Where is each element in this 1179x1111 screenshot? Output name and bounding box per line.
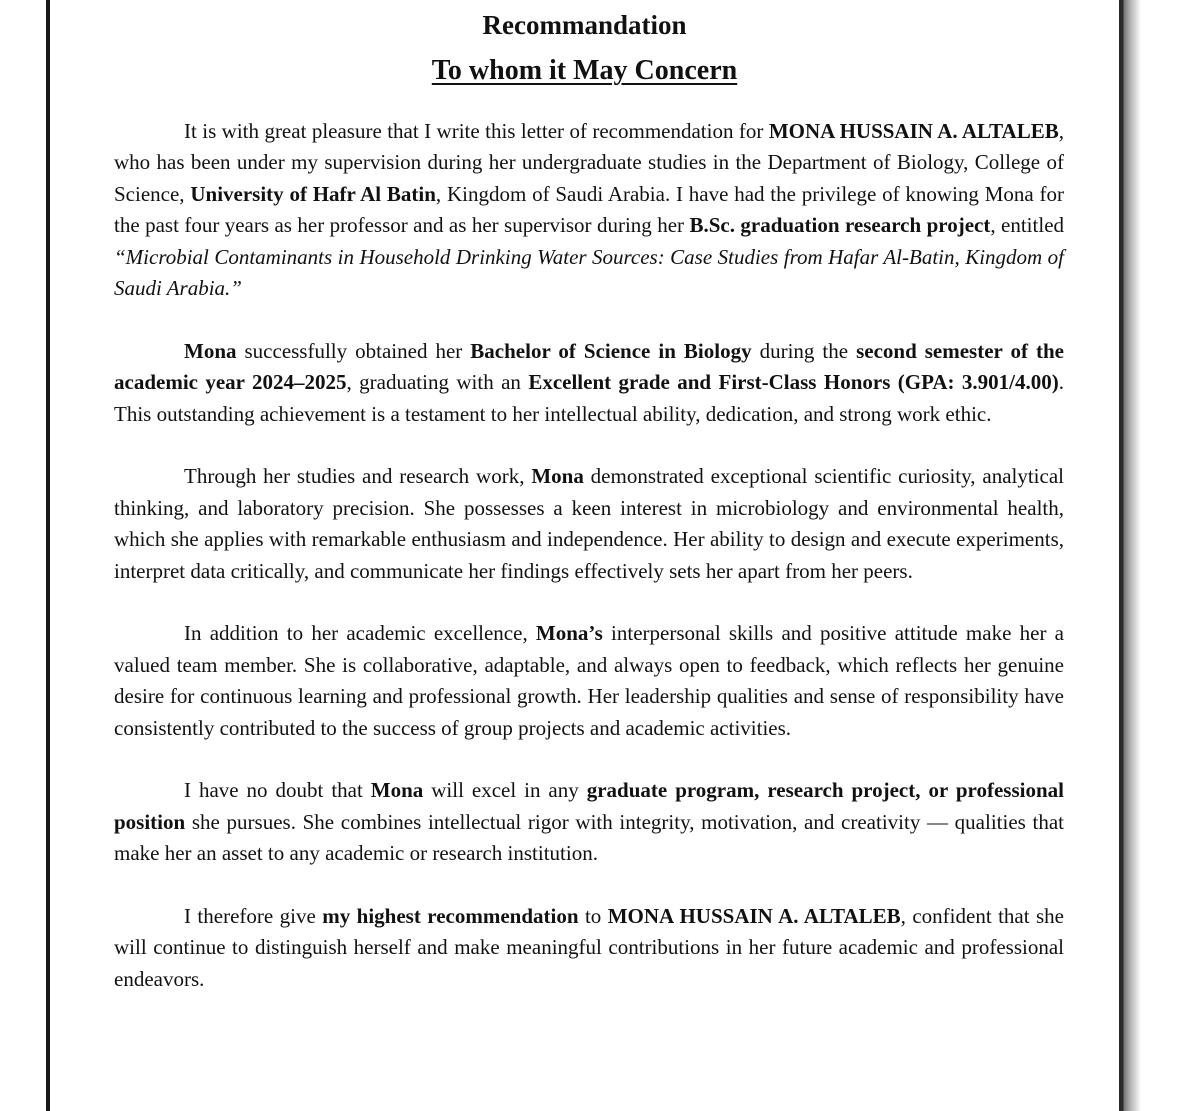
text-run: , graduating with an (346, 370, 529, 395)
text-run: , Kingdom of Saudi Arabia. I have had the privilege of knowing Mona for the past four years as her professor and as her supervisor during her (114, 181, 1064, 238)
salutation-text: To whom it May Concern (431, 55, 738, 86)
letter-page (50, 0, 1119, 1111)
text-run: Through her studies and research work, (184, 464, 532, 489)
text-run: during the (751, 338, 857, 363)
text-run: to (578, 904, 608, 929)
student-first-name: Mona (184, 338, 237, 363)
text-run: demonstrated exceptional scientific curiosity, analytical thinking, and laboratory precision. She possesses a keen interest in microbiology and environmental health, which she applies with remarkable enthusiasm and independence. Her ability to design and execute experiments, interpret data critically, and communicate her findings effectively sets her apart from her peers. (114, 464, 1064, 583)
project-title: “Microbial Contaminants in Household Drinking Water Sources: Case Studies from Hafar Al-Batin, Kingdom of Saudi Arabia.” (114, 244, 1064, 301)
future-paths: graduate program, research project, or professional position (114, 778, 1064, 834)
paragraph-closing (114, 901, 1064, 995)
paragraph-degree (114, 336, 1064, 430)
text-run: It is with great pleasure that I write this letter of recommendation for (184, 119, 769, 143)
letter-title: Recommandation (482, 10, 687, 40)
paragraph-interpersonal (114, 618, 1064, 744)
text-run: she pursues. She combines intellectual rigor with integrity, motivation, and creativity — qualities that make her an asset to any academic or research institution. (114, 809, 1064, 866)
student-first-name: Mona (370, 778, 424, 803)
university-name: University of Hafr Al Batin (190, 181, 436, 206)
paragraph-outlook (114, 775, 1064, 869)
grade-honors: Excellent grade and First-Class Honors (GPA: 3.901/4.00) (528, 370, 1059, 395)
text-run: will excel in any (423, 778, 587, 803)
text-run: I have no doubt that (184, 778, 371, 803)
paragraph-intro (114, 116, 1064, 304)
degree-name: Bachelor of Science in Biology (470, 338, 752, 363)
text-run: , confident that she will continue to distinguish herself and make meaningful contributions in her future academic and professional endeavors. (114, 904, 1064, 991)
recommendation-strength: my highest recommendation (322, 904, 579, 929)
text-run: , who has been under my supervision during her undergraduate studies in the Department of Biology, College of Science, (114, 119, 1064, 206)
student-first-name: Mona’s (535, 621, 603, 646)
text-run: successfully obtained her (236, 338, 471, 363)
text-run: interpersonal skills and positive attitude make her a valued team member. She is collaborative, adaptable, and always open to feedback, which reflects her genuine desire for continuous learning and professional growth. Her leadership qualities and sense of responsibility have consistently contributed to the success of group projects and academic activities. (114, 621, 1064, 740)
letter-body (114, 116, 1064, 995)
student-name: MONA HUSSAIN A. ALTALEB (607, 904, 901, 929)
student-name: MONA HUSSAIN A. ALTALEB (768, 119, 1059, 143)
letter-salutation (50, 54, 1119, 88)
paragraph-research (114, 461, 1064, 587)
text-run: . This outstanding achievement is a testament to her intellectual ability, dedication, and strong work ethic. (114, 370, 1065, 426)
text-run: I therefore give (184, 904, 323, 929)
project-label: B.Sc. graduation research project (689, 213, 991, 238)
student-first-name: Mona (531, 464, 584, 489)
graduation-term: second semester of the academic year 2024–2025 (114, 338, 1064, 395)
text-run: , entitled (990, 213, 1065, 238)
page-border-right (1119, 0, 1141, 1111)
text-run: In addition to her academic excellence, (184, 621, 536, 646)
